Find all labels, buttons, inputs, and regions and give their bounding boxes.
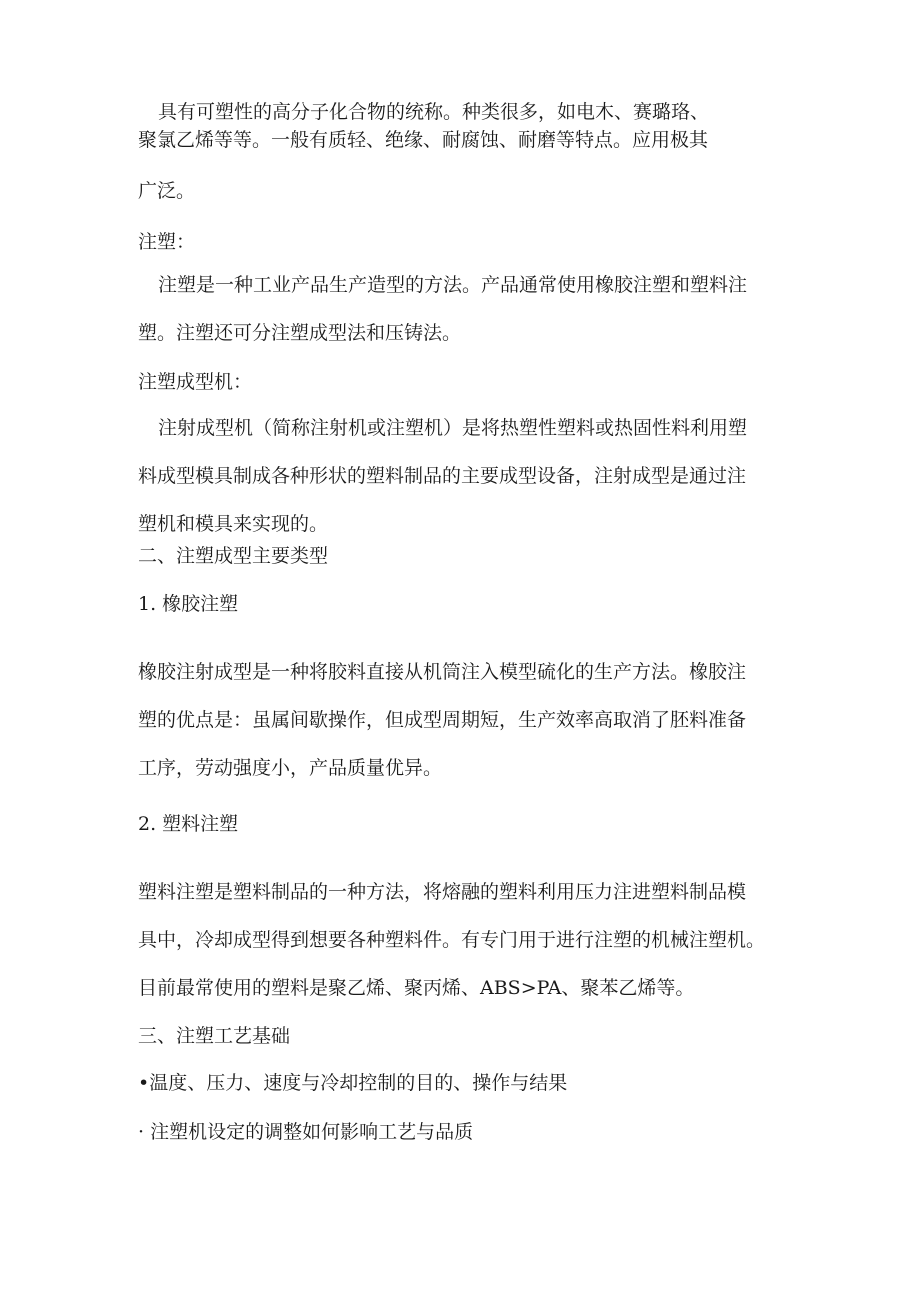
plastic-paragraph-line-2: 具中，冷却成型得到想要各种塑料件。有专门用于进行注塑的机械注塑机。 (138, 929, 766, 951)
subsection-plastic-title: 2. 塑料注塑 (138, 813, 239, 835)
intro-line-3: 广泛。 (138, 180, 196, 202)
machine-paragraph-line-2: 料成型模具制成各种形状的塑料制品的主要成型设备，注射成型是通过注 (138, 465, 747, 487)
injection-paragraph-line-2: 塑。注塑还可分注塑成型法和压铸法。 (138, 322, 462, 344)
machine-paragraph-line-3: 塑机和模具来实现的。 (138, 513, 329, 535)
plastic-paragraph-line-1: 塑料注塑是塑料制品的一种方法，将熔融的塑料利用压力注进塑料制品模 (138, 881, 747, 903)
injection-heading: 注塑： (138, 231, 196, 253)
machine-heading: 注塑成型机： (138, 371, 253, 393)
subsection-rubber-title: 1. 橡胶注塑 (138, 593, 239, 615)
section-2-heading: 二、注塑成型主要类型 (138, 545, 329, 567)
section-3-heading: 三、注塑工艺基础 (138, 1025, 291, 1047)
rubber-paragraph-line-3: 工序，劳动强度小，产品质量优异。 (138, 757, 443, 779)
intro-line-2: 聚氯乙烯等等。一般有质轻、绝缘、耐腐蚀、耐磨等特点。应用极其 (138, 129, 709, 151)
bullet-item-1: •温度、压力、速度与冷却控制的目的、操作与结果 (138, 1072, 568, 1094)
plastic-paragraph-line-3: 目前最常使用的塑料是聚乙烯、聚丙烯、ABS>PA、聚苯乙烯等。 (138, 977, 695, 999)
bullet-item-2: · 注塑机设定的调整如何影响工艺与品质 (138, 1121, 474, 1143)
intro-line-1: 具有可塑性的高分子化合物的统称。种类很多，如电木、赛璐珞、 (158, 101, 710, 123)
machine-paragraph-line-1: 注射成型机（简称注射机或注塑机）是将热塑性塑料或热固性料利用塑 (158, 417, 748, 439)
injection-paragraph-line-1: 注塑是一种工业产品生产造型的方法。产品通常使用橡胶注塑和塑料注 (158, 274, 748, 296)
rubber-paragraph-line-2: 塑的优点是：虽属间歇操作，但成型周期短，生产效率高取消了胚料准备 (138, 709, 747, 731)
rubber-paragraph-line-1: 橡胶注射成型是一种将胶料直接从机筒注入模型硫化的生产方法。橡胶注 (138, 661, 747, 683)
